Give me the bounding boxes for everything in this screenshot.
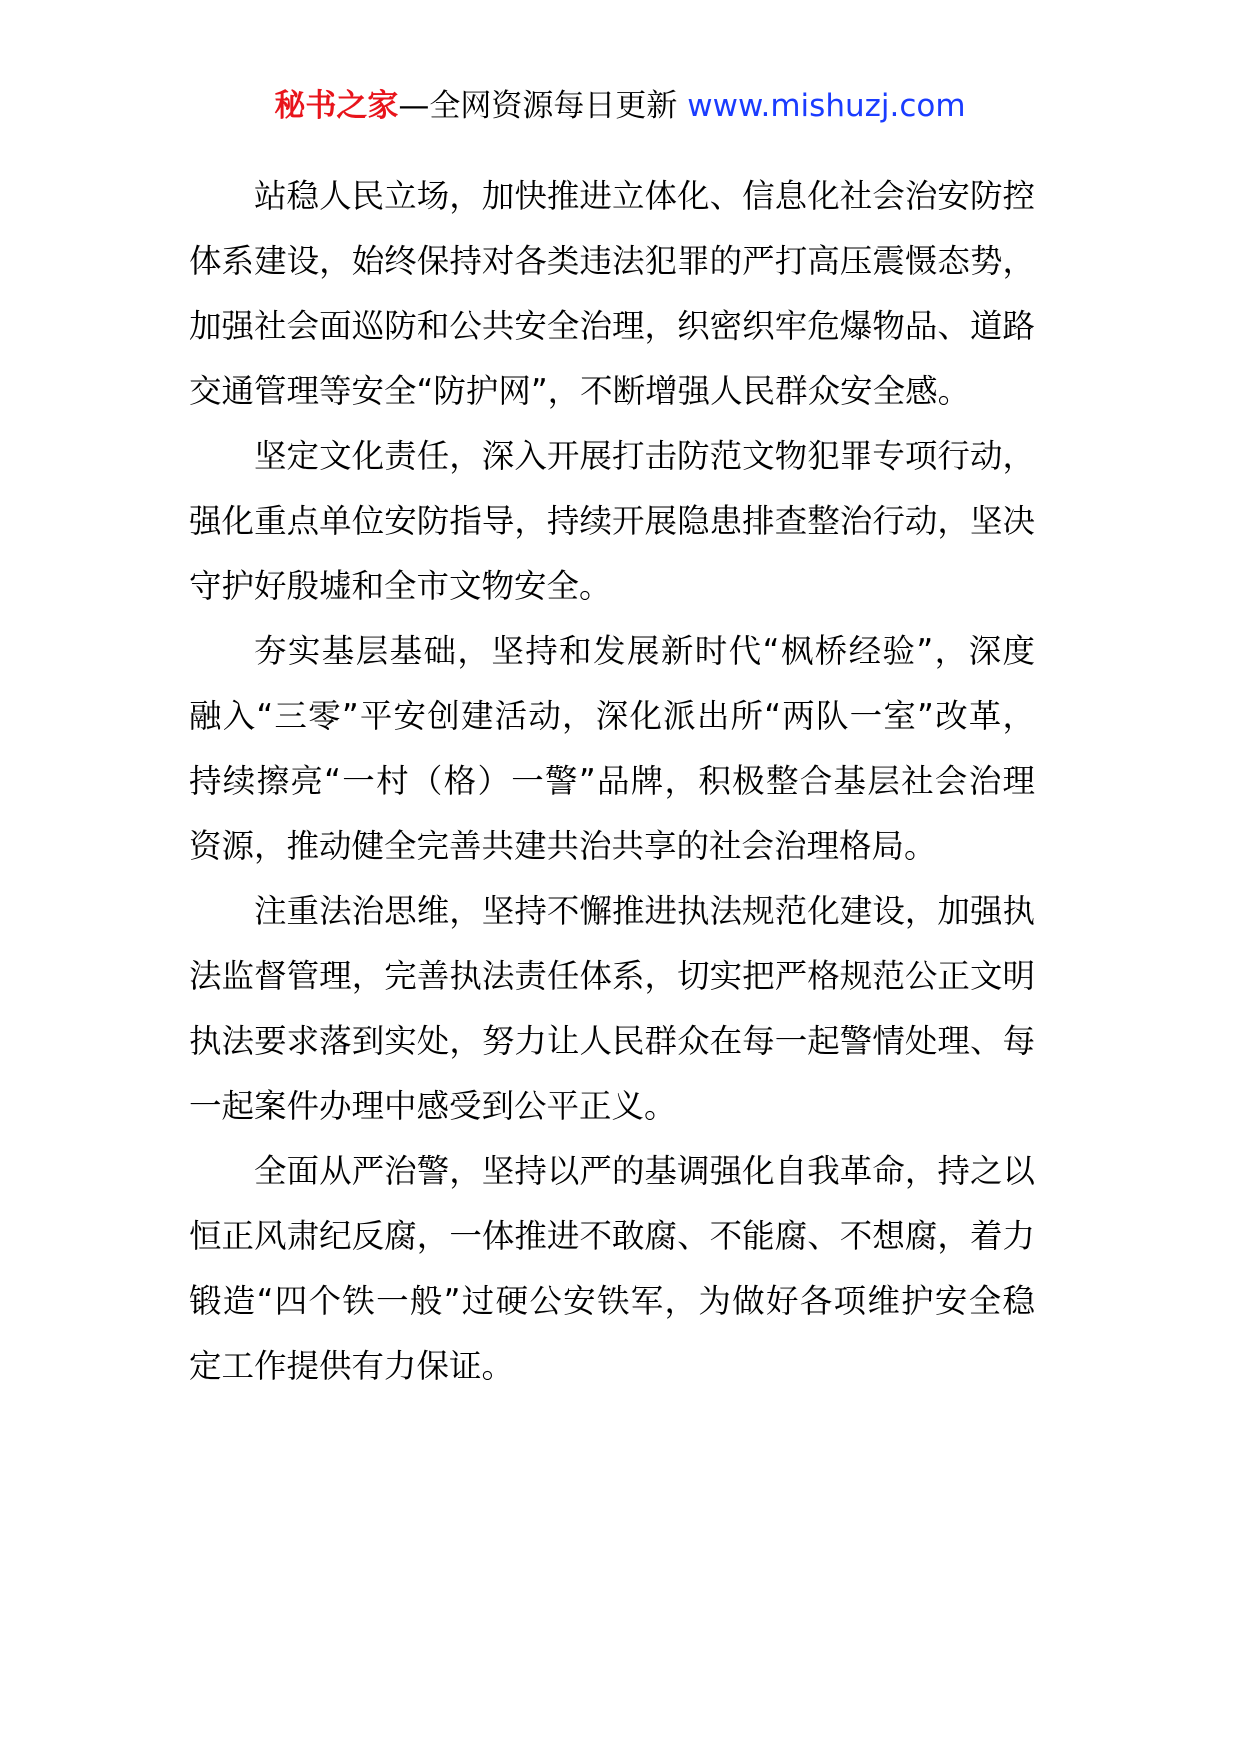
paragraph-rule-of-law: 注重法治思维，坚持不懈推进执法规范化建设，加强执法监督管理，完善执法责任体系，切实把严格规范公正文明执法要求落到实处，努力让人民群众在每一起警情处理、每一起案件办理中感受到公平正义。 [189, 892, 1035, 1125]
paragraph-people-stance: 站稳人民立场，加快推进立体化、信息化社会治安防控体系建设，始终保持对各类违法犯罪的严打高压震慑态势，加强社会面巡防和公共安全治理，织密织牢危爆物品、道路交通管理等安全“防护网”，不断增强人民群众安全感。 [189, 177, 1035, 410]
site-brand: 秘书之家 [274, 88, 399, 124]
paragraph-strict-police-governance: 全面从严治警，坚持以严的基调强化自我革命，持之以恒正风肃纪反腐，一体推进不敢腐、不能腐、不想腐，着力锻造“四个铁一般”过硬公安铁军，为做好各项维护安全稳定工作提供有力保证。 [189, 1152, 1035, 1385]
document-body [189, 164, 1035, 1399]
site-url-link[interactable]: www.mishuzj.com [687, 88, 966, 124]
paragraph-cultural-responsibility: 坚定文化责任，深入开展打击防范文物犯罪专项行动，强化重点单位安防指导，持续开展隐患排查整治行动，坚决守护好殷墟和全市文物安全。 [189, 437, 1035, 605]
page-header [0, 86, 1240, 126]
site-slogan: —全网资源每日更新 [398, 88, 688, 124]
paragraph-grassroots-foundation: 夯实基层基础，坚持和发展新时代“枫桥经验”，深度融入“三零”平安创建活动，深化派出所“两队一室”改革，持续擦亮“一村（格）一警”品牌，积极整合基层社会治理资源，推动健全完善共建共治共享的社会治理格局。 [189, 632, 1035, 865]
